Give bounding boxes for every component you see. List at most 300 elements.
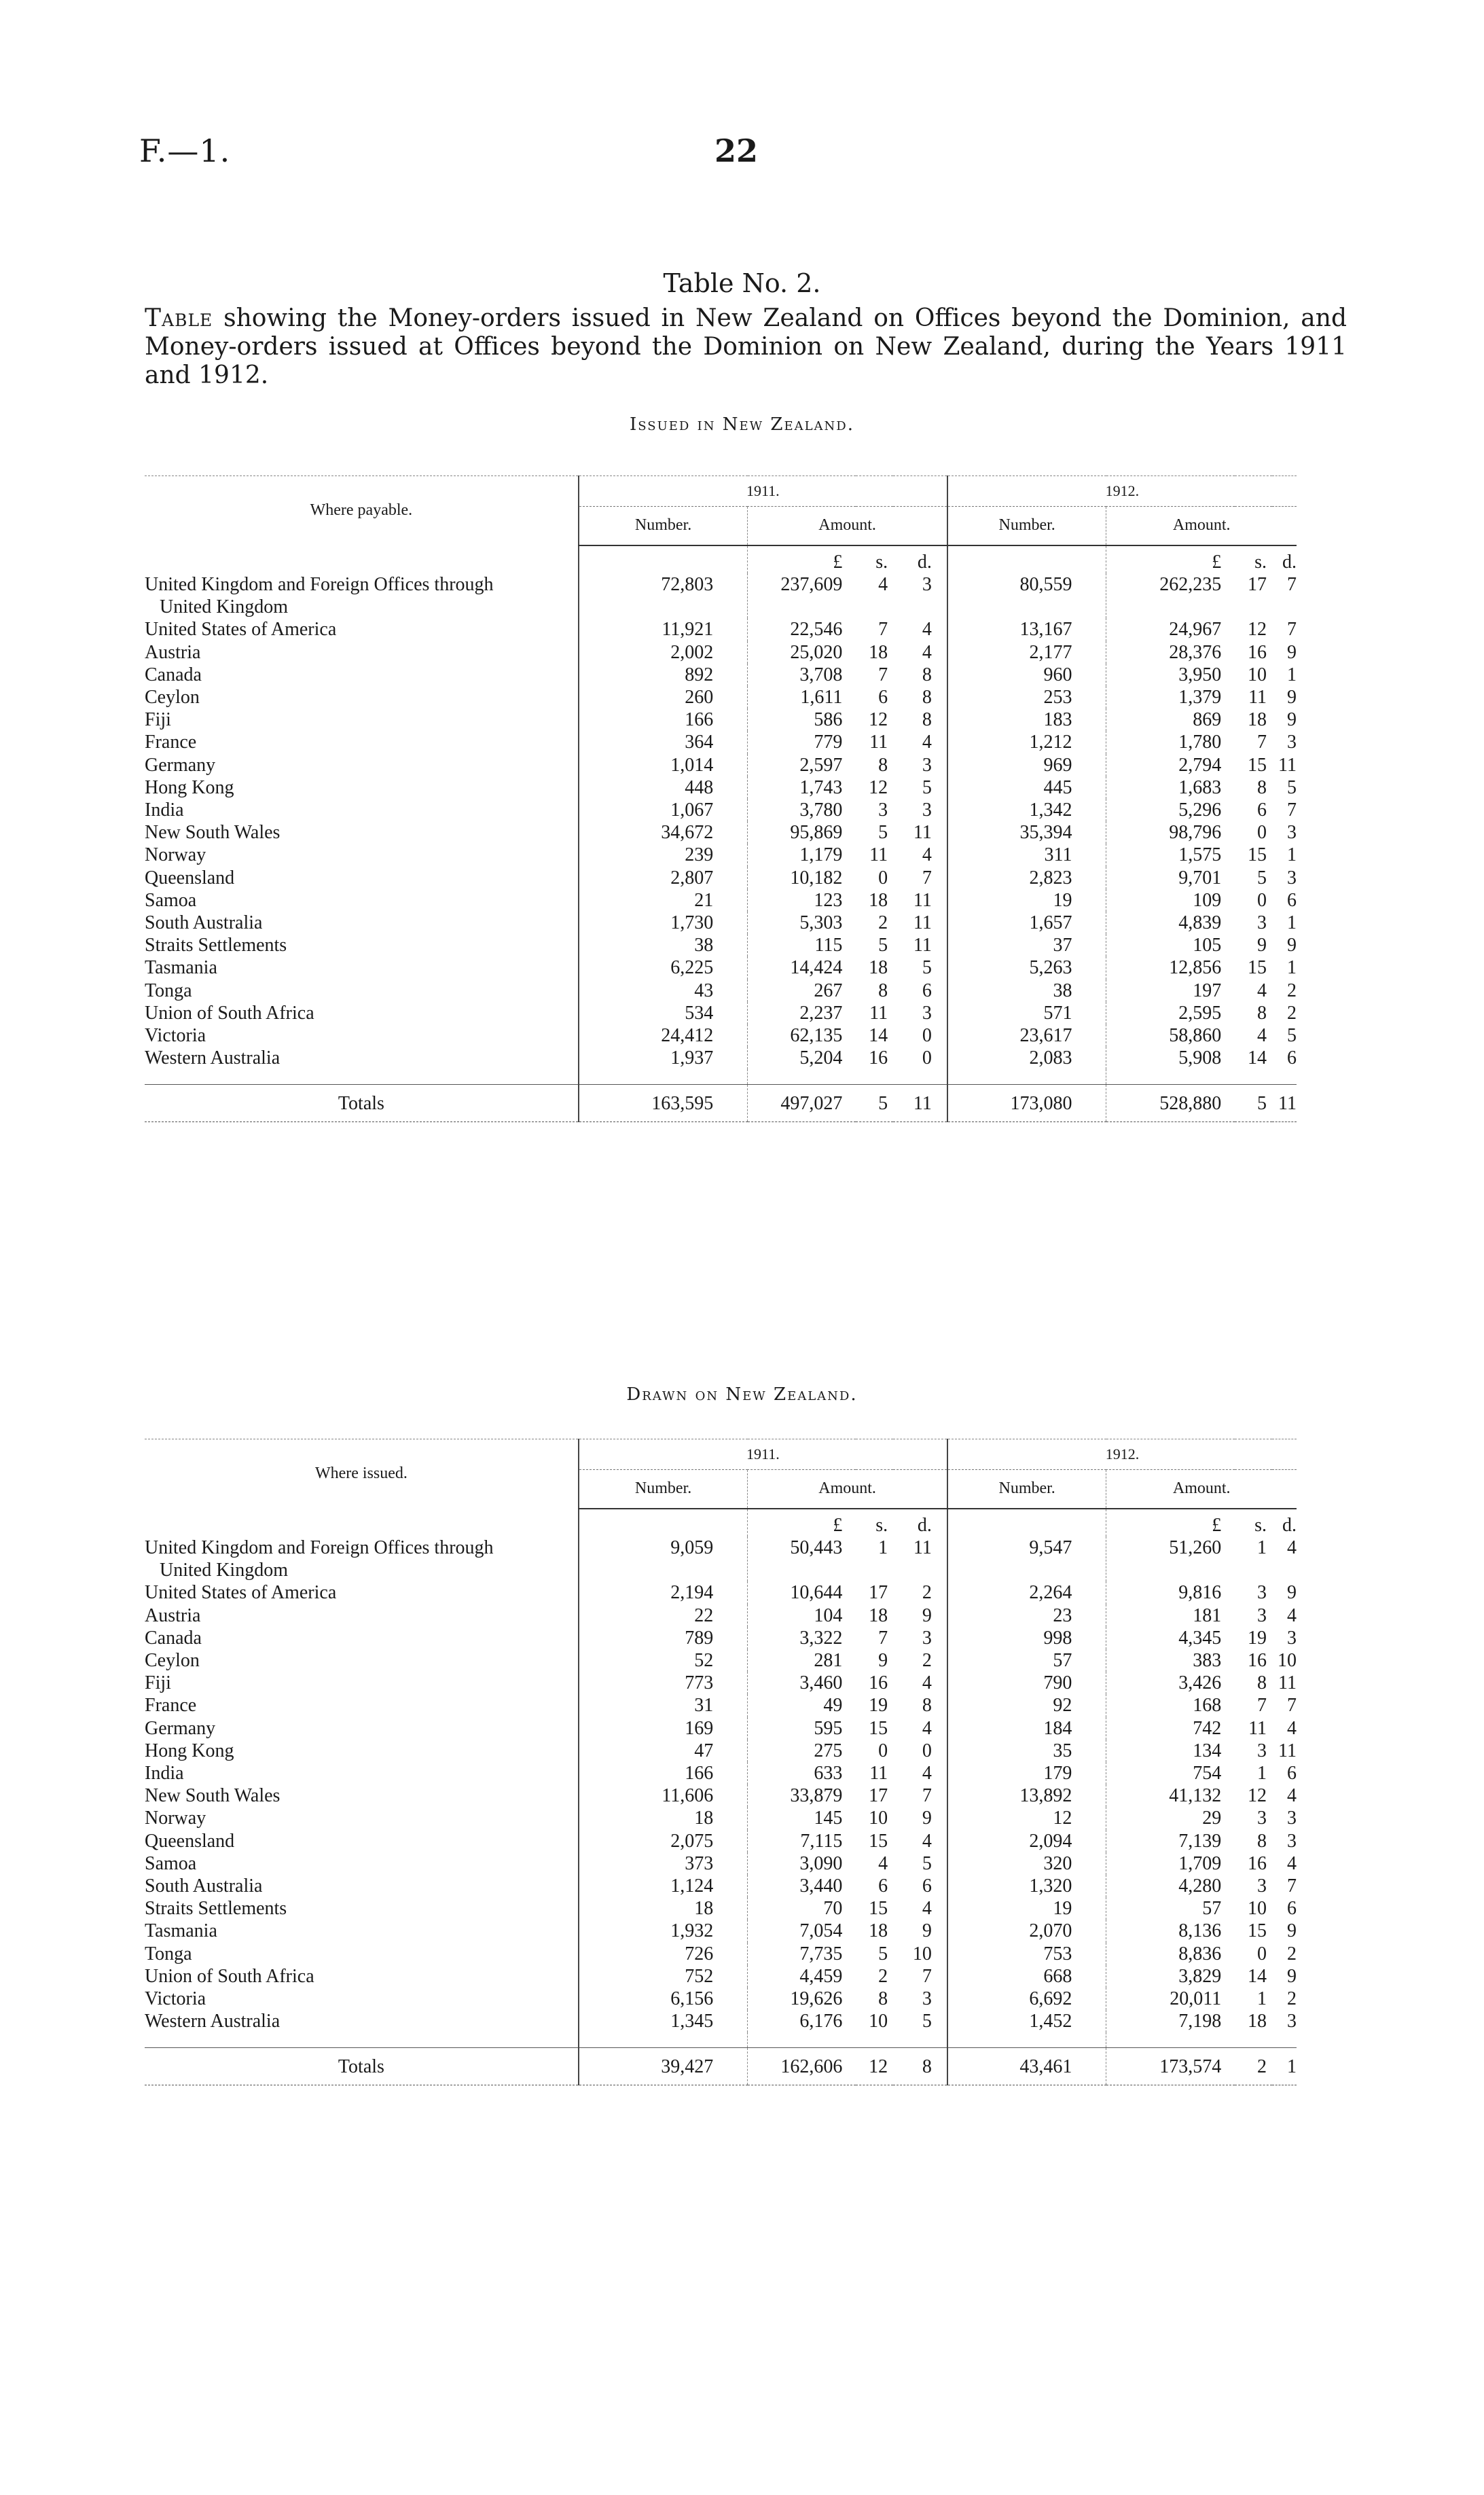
number-1912: 2,264 <box>947 1581 1106 1604</box>
table-row <box>145 980 1297 1002</box>
place-name <box>145 1807 579 1829</box>
pence-1911: 9 <box>922 1920 932 1942</box>
pounds-1912: 134 <box>1106 1740 1235 1762</box>
place-name <box>145 664 579 686</box>
place-name <box>145 1694 579 1717</box>
number-1911: 31 <box>579 1694 748 1717</box>
pence-1912: 6 <box>1287 889 1297 911</box>
table-row <box>145 934 1297 956</box>
table-row <box>145 956 1297 979</box>
shillings-1912: 1 <box>1257 1537 1267 1558</box>
shillings-1912: 3 <box>1257 1808 1267 1829</box>
pence-1911: 11 <box>913 889 932 911</box>
number-1911: 34,672 <box>579 821 748 844</box>
shillings-1911: 16 <box>869 1047 888 1069</box>
pence-1912: 9 <box>1287 1582 1297 1604</box>
shillings-1912: 14 <box>1248 1047 1267 1069</box>
table-row <box>145 708 1297 731</box>
shillings-1912: 3 <box>1257 912 1267 934</box>
shillings-1912: 7 <box>1257 732 1267 753</box>
table-row <box>145 1627 1297 1649</box>
table-row <box>145 1740 1297 1762</box>
pence-1912: 1 <box>1287 912 1297 934</box>
pounds-1912: 4,839 <box>1106 912 1235 934</box>
pence-1911: 6 <box>922 1875 932 1897</box>
table-row <box>145 1604 1297 1627</box>
pounds-1912: 168 <box>1106 1694 1235 1717</box>
shillings-1911: 12 <box>869 709 888 731</box>
total-pence-1912: 11 <box>1272 1085 1297 1122</box>
place-label: Tasmania <box>145 957 217 979</box>
pounds-1911: 145 <box>748 1807 856 1829</box>
table-row <box>145 1649 1297 1672</box>
pounds-1911: 3,090 <box>748 1852 856 1875</box>
pounds-1912: 1,379 <box>1106 686 1235 708</box>
pence-1911: 5 <box>922 1852 932 1874</box>
shillings-1911: 8 <box>878 980 888 1001</box>
place-name <box>145 1897 579 1920</box>
shillings-1912: 3 <box>1257 1875 1267 1897</box>
number-1911: 1,124 <box>579 1875 748 1897</box>
pounds-1912: 742 <box>1106 1717 1235 1740</box>
shillings-1912: 11 <box>1248 687 1267 708</box>
pounds-1912: 9,701 <box>1106 867 1235 889</box>
pence-1911: 4 <box>922 1672 932 1694</box>
shillings-1911: 16 <box>869 1672 888 1694</box>
shillings-1912: 6 <box>1257 800 1267 821</box>
pounds-1911: 3,322 <box>748 1627 856 1649</box>
place-label: Tonga <box>145 1943 192 1964</box>
shillings-1911: 18 <box>869 641 888 663</box>
pence-1911: 11 <box>913 912 932 934</box>
shillings-1911: 6 <box>878 687 888 708</box>
pounds-1912: 8,836 <box>1106 1943 1235 1965</box>
shillings-1912: 19 <box>1248 1627 1267 1649</box>
shillings-1912: 10 <box>1248 1898 1267 1920</box>
shillings-1911: 2 <box>878 912 888 934</box>
total-number-1912: 173,080 <box>947 1085 1106 1122</box>
number-1911: 2,807 <box>579 867 748 889</box>
pounds-1911: 25,020 <box>748 641 856 664</box>
place-label: Tonga <box>145 980 192 1001</box>
pounds-1911: 70 <box>748 1897 856 1920</box>
shillings-1911: 2 <box>878 1965 888 1987</box>
number-1911: 2,002 <box>579 641 748 664</box>
place-name <box>145 776 579 799</box>
place-name <box>145 708 579 731</box>
pence-1912: 11 <box>1278 1672 1297 1694</box>
number-1912: 23,617 <box>947 1024 1106 1047</box>
number-1911: 6,225 <box>579 956 748 979</box>
number-1912: 2,177 <box>947 641 1106 664</box>
pounds-1912: 383 <box>1106 1649 1235 1672</box>
pence-1912: 1 <box>1287 844 1297 866</box>
shillings-unit: s. <box>875 551 888 573</box>
shillings-1911: 5 <box>878 822 888 844</box>
pounds-1912: 1,575 <box>1106 844 1235 866</box>
shillings-1911: 10 <box>869 1808 888 1829</box>
number-header-1911: Number. <box>579 1470 748 1509</box>
table-row <box>145 1784 1297 1807</box>
table-row <box>145 2010 1297 2032</box>
place-label: United Kingdom and Foreign Offices through <box>145 574 494 595</box>
shillings-1912: 15 <box>1248 1920 1267 1942</box>
shillings-1912: 15 <box>1248 957 1267 979</box>
pence-1911: 11 <box>913 935 932 956</box>
table-row <box>145 1024 1297 1047</box>
place-label: New South Wales <box>145 822 280 844</box>
table-row <box>145 1002 1297 1024</box>
shillings-1912: 9 <box>1257 935 1267 956</box>
number-1911: 11,606 <box>579 1784 748 1807</box>
place-label: Western Australia <box>145 2011 280 2032</box>
table-row <box>145 821 1297 844</box>
place-label: South Australia <box>145 1875 263 1897</box>
shillings-1912: 3 <box>1257 1604 1267 1626</box>
number-1911: 1,067 <box>579 799 748 821</box>
pounds-1911: 49 <box>748 1694 856 1717</box>
pence-1912: 9 <box>1287 935 1297 956</box>
pence-1911: 4 <box>922 732 932 753</box>
totals-label: Totals <box>145 1085 579 1122</box>
table-row <box>145 1807 1297 1829</box>
pence-1911: 8 <box>922 709 932 731</box>
place-name <box>145 1002 579 1024</box>
shillings-1911: 11 <box>869 732 888 753</box>
pounds-1911: 3,460 <box>748 1672 856 1694</box>
pence-1912: 6 <box>1287 1763 1297 1784</box>
place-name <box>145 1717 579 1740</box>
table-row <box>145 1537 1297 1581</box>
shillings-1911: 9 <box>878 1650 888 1672</box>
pounds-1912: 5,296 <box>1106 799 1235 821</box>
pounds-1911: 22,546 <box>748 618 856 641</box>
pence-1912: 7 <box>1287 800 1297 821</box>
shillings-1912: 15 <box>1248 844 1267 866</box>
shillings-1912: 18 <box>1248 709 1267 731</box>
number-1912: 790 <box>947 1672 1106 1694</box>
pounds-1912: 28,376 <box>1106 641 1235 664</box>
table-row <box>145 1943 1297 1965</box>
number-1911: 22 <box>579 1604 748 1627</box>
number-1912: 320 <box>947 1852 1106 1875</box>
pounds-1911: 33,879 <box>748 1784 856 1807</box>
amount-header-1911: Amount. <box>748 1470 947 1509</box>
table-row <box>145 1830 1297 1852</box>
number-1911: 448 <box>579 776 748 799</box>
pounds-unit: £ <box>1106 1509 1235 1537</box>
shillings-1911: 0 <box>878 867 888 888</box>
number-1912: 1,212 <box>947 731 1106 753</box>
place-label: Canada <box>145 1627 202 1649</box>
pence-1912: 3 <box>1287 1808 1297 1829</box>
number-1912: 35 <box>947 1740 1106 1762</box>
pence-1912: 4 <box>1287 1852 1297 1874</box>
pounds-1911: 595 <box>748 1717 856 1740</box>
shillings-1911: 17 <box>869 1785 888 1807</box>
number-header-1912: Number. <box>947 507 1106 546</box>
shillings-1911: 11 <box>869 1002 888 1024</box>
pounds-1911: 7,735 <box>748 1943 856 1965</box>
pounds-unit: £ <box>748 545 856 573</box>
shillings-1912: 12 <box>1248 1785 1267 1807</box>
table-row <box>145 799 1297 821</box>
place-name <box>145 799 579 821</box>
place-label: Union of South Africa <box>145 1965 314 1987</box>
shillings-1912: 3 <box>1257 1740 1267 1761</box>
number-1912: 38 <box>947 980 1106 1002</box>
place-label: Fiji <box>145 709 171 731</box>
pence-1911: 11 <box>913 1537 932 1558</box>
pence-1911: 4 <box>922 1898 932 1920</box>
pounds-1912: 754 <box>1106 1762 1235 1784</box>
number-1912: 9,547 <box>947 1537 1106 1581</box>
number-1911: 21 <box>579 889 748 912</box>
total-number-1911: 39,427 <box>579 2048 748 2085</box>
shillings-1912: 11 <box>1248 1717 1267 1739</box>
pence-1912: 9 <box>1287 1920 1297 1942</box>
shillings-1912: 8 <box>1257 1002 1267 1024</box>
pounds-1911: 123 <box>748 889 856 912</box>
year-1912-header: 1912. <box>947 476 1297 507</box>
place-name <box>145 821 579 844</box>
shillings-1912: 12 <box>1248 619 1267 641</box>
place-label-continued: United Kingdom <box>160 596 288 618</box>
number-1912: 80,559 <box>947 573 1106 618</box>
number-1911: 239 <box>579 844 748 866</box>
place-name <box>145 1024 579 1047</box>
number-1912: 13,167 <box>947 618 1106 641</box>
table-row <box>145 867 1297 889</box>
pounds-1911: 95,869 <box>748 821 856 844</box>
place-name <box>145 1047 579 1069</box>
place-label: India <box>145 800 184 821</box>
pence-1911: 4 <box>922 641 932 663</box>
number-header-1911: Number. <box>579 507 748 546</box>
number-1912: 19 <box>947 889 1106 912</box>
number-1912: 179 <box>947 1762 1106 1784</box>
pounds-1912: 51,260 <box>1106 1537 1235 1581</box>
drawn-caption: Drawn on New Zealand. <box>626 1384 858 1405</box>
total-pence-1912: 1 <box>1272 2048 1297 2085</box>
pence-1911: 9 <box>922 1808 932 1829</box>
place-label: South Australia <box>145 912 263 934</box>
pence-1912: 3 <box>1287 1627 1297 1649</box>
pounds-1911: 5,303 <box>748 912 856 934</box>
total-pounds-1911: 497,027 <box>748 1085 856 1122</box>
number-1912: 445 <box>947 776 1106 799</box>
place-name <box>145 1830 579 1852</box>
where-issued-header: Where issued. <box>145 1439 579 1509</box>
pounds-1912: 869 <box>1106 708 1235 731</box>
number-1911: 38 <box>579 934 748 956</box>
number-1911: 18 <box>579 1897 748 1920</box>
shillings-1912: 18 <box>1248 2011 1267 2032</box>
pence-1912: 7 <box>1287 574 1297 595</box>
place-name <box>145 844 579 866</box>
place-label: India <box>145 1763 184 1784</box>
shillings-1912: 1 <box>1257 1988 1267 2010</box>
number-1912: 1,657 <box>947 912 1106 934</box>
number-1911: 773 <box>579 1672 748 1694</box>
shillings-1911: 7 <box>878 664 888 685</box>
table-row <box>145 889 1297 912</box>
place-name <box>145 2010 579 2032</box>
place-label: United Kingdom and Foreign Offices through <box>145 1537 494 1558</box>
shillings-1912: 16 <box>1248 641 1267 663</box>
shillings-1911: 18 <box>869 1920 888 1942</box>
pounds-1912: 3,950 <box>1106 664 1235 686</box>
amount-header-1911: Amount. <box>748 507 947 546</box>
place-name <box>145 1920 579 1942</box>
pounds-1911: 19,626 <box>748 1988 856 2010</box>
pounds-1911: 4,459 <box>748 1965 856 1988</box>
shillings-1912: 3 <box>1257 1582 1267 1604</box>
number-1911: 9,059 <box>579 1537 748 1581</box>
shillings-1911: 5 <box>878 1943 888 1964</box>
table-row <box>145 573 1297 618</box>
place-label: Germany <box>145 1717 216 1739</box>
pence-1912: 10 <box>1278 1650 1297 1672</box>
pence-1911: 7 <box>922 1965 932 1987</box>
number-1912: 571 <box>947 1002 1106 1024</box>
pence-1911: 3 <box>922 574 932 595</box>
place-label: United States of America <box>145 619 337 641</box>
shillings-1911: 7 <box>878 1627 888 1649</box>
pounds-1912: 1,683 <box>1106 776 1235 799</box>
place-label: Victoria <box>145 1025 206 1047</box>
pounds-1912: 4,280 <box>1106 1875 1235 1897</box>
pence-1911: 0 <box>922 1740 932 1761</box>
pence-1911: 10 <box>912 1943 932 1964</box>
pence-1911: 5 <box>922 776 932 798</box>
pence-1912: 4 <box>1287 1537 1297 1558</box>
shillings-1911: 17 <box>869 1582 888 1604</box>
table-row <box>145 912 1297 934</box>
number-1911: 373 <box>579 1852 748 1875</box>
pence-unit: d. <box>917 1514 932 1536</box>
place-name <box>145 867 579 889</box>
where-payable-header: Where payable. <box>145 476 579 546</box>
place-label: France <box>145 1695 197 1717</box>
year-1911-header: 1911. <box>579 476 947 507</box>
number-1912: 57 <box>947 1649 1106 1672</box>
shillings-1912: 4 <box>1257 1025 1267 1047</box>
place-name <box>145 1604 579 1627</box>
shillings-1911: 14 <box>869 1025 888 1047</box>
pounds-1911: 104 <box>748 1604 856 1627</box>
pounds-1911: 2,237 <box>748 1002 856 1024</box>
place-label: Canada <box>145 664 202 685</box>
pence-1912: 9 <box>1287 641 1297 663</box>
shillings-1912: 8 <box>1257 1672 1267 1694</box>
number-1912: 969 <box>947 754 1106 776</box>
place-name <box>145 956 579 979</box>
pence-1912: 11 <box>1278 754 1297 776</box>
table-row <box>145 1694 1297 1717</box>
pence-1912: 4 <box>1287 1604 1297 1626</box>
shillings-unit: s. <box>875 1514 888 1536</box>
shillings-1912: 14 <box>1248 1965 1267 1987</box>
number-1912: 253 <box>947 686 1106 708</box>
place-name <box>145 686 579 708</box>
table-row <box>145 754 1297 776</box>
table-number: Table No. 2. <box>663 268 821 298</box>
place-label: Norway <box>145 844 206 866</box>
pounds-1912: 98,796 <box>1106 821 1235 844</box>
shillings-1911: 18 <box>869 957 888 979</box>
table-row <box>145 1852 1297 1875</box>
table-lead-word: Table <box>145 304 213 332</box>
pence-1911: 8 <box>922 1695 932 1717</box>
place-name <box>145 573 579 618</box>
pounds-1912: 2,794 <box>1106 754 1235 776</box>
total-shillings-1912: 2 <box>1235 2048 1272 2085</box>
totals-label: Totals <box>145 2048 579 2085</box>
table-row <box>145 1717 1297 1740</box>
number-1912: 13,892 <box>947 1784 1106 1807</box>
place-label: Queensland <box>145 1830 235 1852</box>
number-1912: 12 <box>947 1807 1106 1829</box>
pence-1912: 9 <box>1287 687 1297 708</box>
pence-1912: 9 <box>1287 709 1297 731</box>
pounds-1912: 197 <box>1106 980 1235 1002</box>
document-reference: F.—1. <box>139 132 231 169</box>
year-1911-header: 1911. <box>579 1439 947 1470</box>
number-1911: 789 <box>579 1627 748 1649</box>
number-1912: 35,394 <box>947 821 1106 844</box>
number-1912: 183 <box>947 708 1106 731</box>
number-1912: 998 <box>947 1627 1106 1649</box>
shillings-1912: 8 <box>1257 776 1267 798</box>
number-1911: 1,937 <box>579 1047 748 1069</box>
pounds-1912: 3,829 <box>1106 1965 1235 1988</box>
shillings-1911: 3 <box>878 800 888 821</box>
shillings-1912: 15 <box>1248 754 1267 776</box>
number-1911: 364 <box>579 731 748 753</box>
pence-1911: 3 <box>922 1988 932 2010</box>
place-label: Ceylon <box>145 1650 200 1672</box>
total-shillings-1911: 12 <box>856 2048 893 2085</box>
number-1911: 24,412 <box>579 1024 748 1047</box>
pounds-1912: 41,132 <box>1106 1784 1235 1807</box>
pounds-1912: 105 <box>1106 934 1235 956</box>
table-row <box>145 844 1297 866</box>
number-1912: 1,452 <box>947 2010 1106 2032</box>
shillings-1911: 5 <box>878 935 888 956</box>
table-row <box>145 1762 1297 1784</box>
place-label: Samoa <box>145 889 197 911</box>
page-number: 22 <box>714 132 759 169</box>
place-label: New South Wales <box>145 1785 280 1807</box>
table-row <box>145 1988 1297 2010</box>
pence-1912: 6 <box>1287 1898 1297 1920</box>
drawn-table <box>145 1439 1297 2085</box>
table-row <box>145 1920 1297 1942</box>
place-label: Germany <box>145 754 216 776</box>
place-name <box>145 1943 579 1965</box>
table-row <box>145 1875 1297 1897</box>
number-1912: 184 <box>947 1717 1106 1740</box>
pence-1912: 2 <box>1287 1988 1297 2010</box>
table-row <box>145 664 1297 686</box>
totals-row <box>145 2048 1297 2085</box>
pounds-1912: 181 <box>1106 1604 1235 1627</box>
pence-1911: 0 <box>922 1025 932 1047</box>
shillings-unit: s. <box>1254 1514 1267 1536</box>
number-1911: 726 <box>579 1943 748 1965</box>
number-1911: 11,921 <box>579 618 748 641</box>
